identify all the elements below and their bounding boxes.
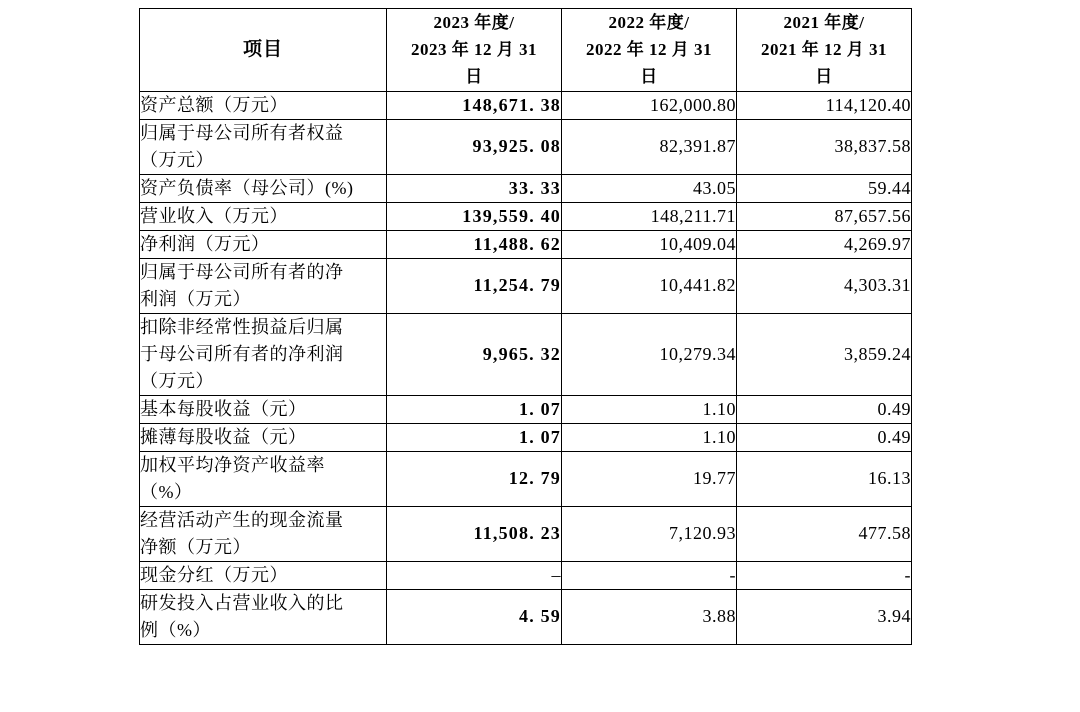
table-row xyxy=(140,230,912,258)
table-header-row xyxy=(140,9,912,92)
row-value-2022: 10,409.04 xyxy=(562,230,737,258)
row-value-2022: 10,279.34 xyxy=(562,313,737,395)
row-label: 摊薄每股收益（元） xyxy=(140,423,387,451)
year-header-line-3: 日 xyxy=(815,67,833,87)
year-header-line-2: 2021 年 12 月 31 xyxy=(761,40,887,60)
row-label: 加权平均净资产收益率 （%） xyxy=(140,451,387,506)
row-label: 归属于母公司所有者权益 （万元） xyxy=(140,119,387,174)
row-value-2021: 4,269.97 xyxy=(737,230,912,258)
row-label: 扣除非经常性损益后归属 于母公司所有者的净利润 （万元） xyxy=(140,313,387,395)
year-header-line-1: 2023 年度/ xyxy=(433,13,515,32)
year-header-line-1: 2021 年度/ xyxy=(783,13,865,32)
column-header-year-2022 xyxy=(562,9,737,92)
table-row xyxy=(140,119,912,174)
row-value-2022: 19.77 xyxy=(562,451,737,506)
row-value-2023: 1. 07 xyxy=(387,423,562,451)
column-header-item: 项目 xyxy=(140,9,387,92)
year-header-line-1: 2022 年度/ xyxy=(608,13,690,32)
row-value-2021: 0.49 xyxy=(737,423,912,451)
row-value-2021: 87,657.56 xyxy=(737,202,912,230)
year-header-line-2: 2022 年 12 月 31 xyxy=(586,40,712,60)
table-row xyxy=(140,395,912,423)
row-label: 净利润（万元） xyxy=(140,230,387,258)
table-row xyxy=(140,506,912,561)
row-value-2022: 7,120.93 xyxy=(562,506,737,561)
table-row xyxy=(140,423,912,451)
financial-summary-table xyxy=(139,8,912,645)
row-value-2021: 59.44 xyxy=(737,174,912,202)
row-value-2022: 3.88 xyxy=(562,589,737,644)
row-value-2023: 1. 07 xyxy=(387,395,562,423)
row-value-2022: 1.10 xyxy=(562,395,737,423)
row-value-2021: 16.13 xyxy=(737,451,912,506)
row-value-2022: 10,441.82 xyxy=(562,258,737,313)
row-label: 现金分红（万元） xyxy=(140,561,387,589)
row-value-2023: 139,559. 40 xyxy=(387,202,562,230)
table-row xyxy=(140,258,912,313)
row-value-2023: 11,254. 79 xyxy=(387,258,562,313)
table-header xyxy=(140,9,912,92)
row-value-2023: 4. 59 xyxy=(387,589,562,644)
row-label: 归属于母公司所有者的净 利润（万元） xyxy=(140,258,387,313)
row-value-2021: 3,859.24 xyxy=(737,313,912,395)
column-header-year-2023 xyxy=(387,9,562,92)
year-header-line-3: 日 xyxy=(640,67,658,87)
table-body xyxy=(140,91,912,644)
table-row xyxy=(140,174,912,202)
row-value-2022: 162,000.80 xyxy=(562,91,737,119)
row-value-2022: - xyxy=(562,561,737,589)
row-value-2021: 477.58 xyxy=(737,506,912,561)
row-value-2021: 114,120.40 xyxy=(737,91,912,119)
table-row xyxy=(140,589,912,644)
row-label: 资产总额（万元） xyxy=(140,91,387,119)
year-header-line-3: 日 xyxy=(465,67,483,87)
table-row xyxy=(140,202,912,230)
row-label: 研发投入占营业收入的比 例（%） xyxy=(140,589,387,644)
row-value-2022: 43.05 xyxy=(562,174,737,202)
row-label: 经营活动产生的现金流量 净额（万元） xyxy=(140,506,387,561)
row-value-2022: 148,211.71 xyxy=(562,202,737,230)
financial-summary-table-wrapper xyxy=(139,8,911,645)
table-row xyxy=(140,313,912,395)
row-value-2023: 33. 33 xyxy=(387,174,562,202)
table-row xyxy=(140,451,912,506)
row-label: 资产负债率（母公司）(%) xyxy=(140,174,387,202)
row-value-2023: – xyxy=(387,561,562,589)
column-header-year-2021 xyxy=(737,9,912,92)
table-row xyxy=(140,91,912,119)
row-value-2021: 38,837.58 xyxy=(737,119,912,174)
row-value-2023: 11,488. 62 xyxy=(387,230,562,258)
row-value-2023: 11,508. 23 xyxy=(387,506,562,561)
row-value-2021: 0.49 xyxy=(737,395,912,423)
row-label: 基本每股收益（元） xyxy=(140,395,387,423)
year-header-line-2: 2023 年 12 月 31 xyxy=(411,40,537,60)
row-label: 营业收入（万元） xyxy=(140,202,387,230)
row-value-2023: 93,925. 08 xyxy=(387,119,562,174)
row-value-2023: 12. 79 xyxy=(387,451,562,506)
table-row xyxy=(140,561,912,589)
row-value-2022: 82,391.87 xyxy=(562,119,737,174)
row-value-2021: 3.94 xyxy=(737,589,912,644)
row-value-2023: 148,671. 38 xyxy=(387,91,562,119)
row-value-2021: - xyxy=(737,561,912,589)
row-value-2023: 9,965. 32 xyxy=(387,313,562,395)
row-value-2022: 1.10 xyxy=(562,423,737,451)
row-value-2021: 4,303.31 xyxy=(737,258,912,313)
